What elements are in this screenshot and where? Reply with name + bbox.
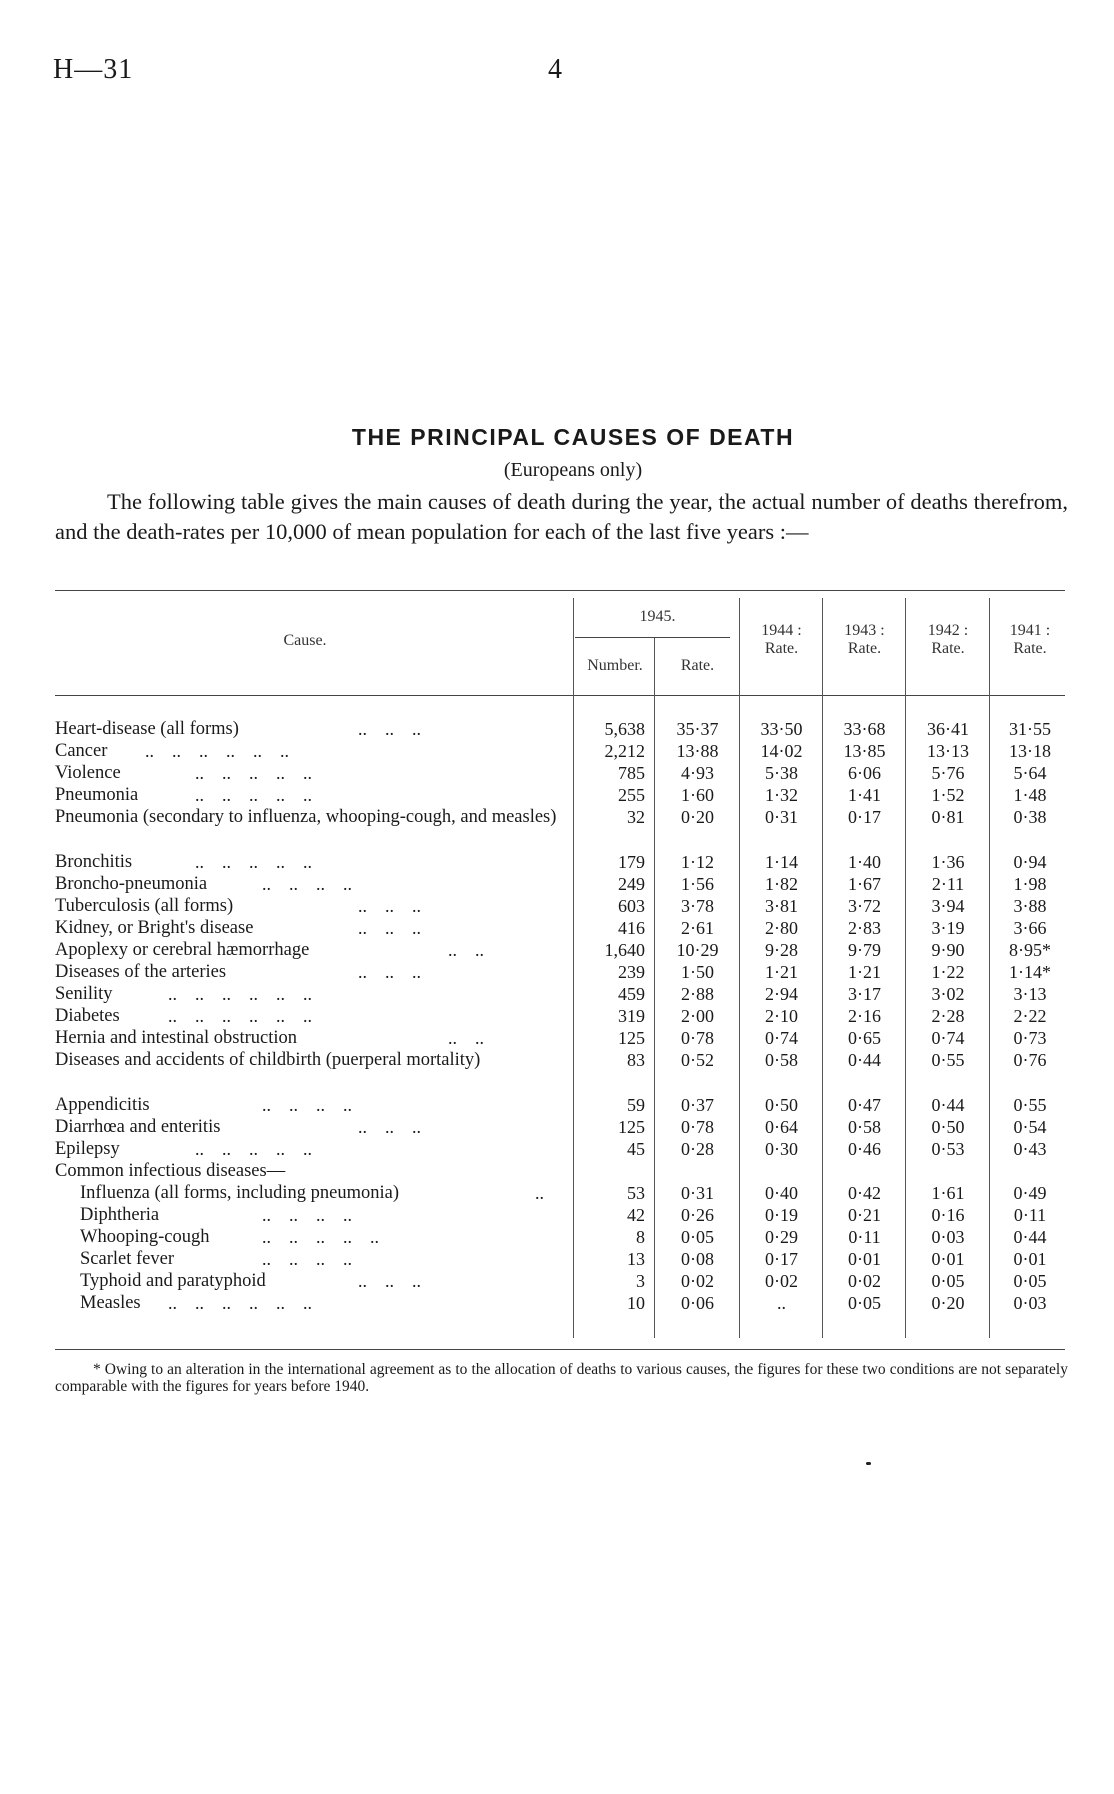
death-rate-cell: .. — [777, 1293, 786, 1313]
leader-dots: .. .. .. .. .. — [195, 1139, 312, 1159]
year-1941-label: 1941 : — [1009, 622, 1051, 639]
death-rate-cell: 0·53 — [931, 1139, 965, 1159]
death-rate-cell: 0·19 — [765, 1205, 798, 1225]
death-rate-cell: 0·03 — [931, 1227, 965, 1247]
death-rate-cell: 1·41 — [848, 785, 881, 805]
rate-label: Rate. — [847, 640, 882, 657]
death-rate-cell: 0·31 — [765, 807, 798, 827]
death-rate-cell: 0·37 — [681, 1095, 714, 1115]
death-rate-cell: 0·58 — [765, 1050, 798, 1070]
death-rate-cell: 0·58 — [848, 1117, 881, 1137]
leader-dots: .. .. .. — [358, 896, 421, 916]
leader-dots: .. .. .. — [358, 719, 421, 739]
deaths-number-cell: 416 — [618, 918, 645, 938]
leader-dots: .. .. .. — [358, 1271, 421, 1291]
deaths-number-cell: 255 — [618, 785, 645, 805]
death-rate-cell: 1·40 — [848, 852, 881, 872]
table-bottom-rule — [55, 1349, 1065, 1350]
death-rate-cell: 0·44 — [848, 1050, 881, 1070]
death-rate-cell: 0·17 — [765, 1249, 798, 1269]
page-subtitle: (Europeans only) — [503, 459, 643, 481]
rate-label: Rate. — [931, 640, 965, 657]
deaths-number-cell: 45 — [627, 1139, 645, 1159]
cause-label: Broncho-pneumonia — [55, 874, 208, 894]
death-rate-cell: 0·55 — [1013, 1095, 1047, 1115]
column-header-1941 — [990, 622, 1070, 658]
death-rate-cell: 9·79 — [848, 940, 881, 960]
cause-label: Diabetes — [55, 1006, 120, 1026]
page-header-code: H—31 — [53, 54, 134, 85]
leader-dots: .. .. .. .. .. .. — [168, 1293, 312, 1313]
death-rate-cell: 1·22 — [931, 962, 965, 982]
cause-label: Measles — [80, 1293, 141, 1313]
death-rate-cell: 0·74 — [765, 1028, 798, 1048]
death-rate-cell: 0·11 — [848, 1227, 881, 1247]
death-rate-cell: 0·73 — [1013, 1028, 1047, 1048]
death-rate-cell: 1·21 — [765, 962, 798, 982]
leader-dots: .. — [535, 1183, 544, 1203]
death-rate-cell: 0·78 — [681, 1117, 714, 1137]
death-rate-cell: 1·60 — [681, 785, 714, 805]
death-rate-cell: 0·08 — [681, 1249, 714, 1269]
death-rate-cell: 0·06 — [681, 1293, 714, 1313]
leader-dots: .. .. — [448, 940, 484, 960]
death-rate-cell: 1·14 — [765, 852, 798, 872]
death-rate-cell: 3·72 — [848, 896, 881, 916]
footnote: * Owing to an alteration in the international agreement as to the allocation of deaths to various causes, the figures for these two conditions are not separately comparable with the figures for years before 1940. — [55, 1361, 1068, 1395]
deaths-number-cell: 59 — [627, 1095, 645, 1115]
death-rate-cell: 2·00 — [681, 1006, 714, 1026]
death-rate-cell: 0·03 — [1013, 1293, 1047, 1313]
death-rate-cell: 1·32 — [765, 785, 798, 805]
death-rate-cell: 3·78 — [681, 896, 714, 916]
death-rate-cell: 1·48 — [1013, 785, 1047, 805]
death-rate-cell: 1·14* — [1009, 962, 1051, 982]
death-rate-cell: 2·10 — [765, 1006, 798, 1026]
deaths-number-cell: 13 — [627, 1249, 645, 1269]
death-rate-cell: 0·42 — [848, 1183, 881, 1203]
death-rate-cell: 0·20 — [931, 1293, 965, 1313]
death-rate-cell: 0·26 — [681, 1205, 714, 1225]
cause-label: Diseases of the arteries — [55, 962, 227, 982]
cause-label: Pneumonia — [55, 785, 139, 805]
cause-label: Kidney, or Bright's disease — [55, 918, 254, 938]
death-rate-cell: 9·28 — [765, 940, 798, 960]
death-rate-cell: 0·50 — [931, 1117, 965, 1137]
death-rate-cell: 3·13 — [1013, 984, 1047, 1004]
table-header-rule — [55, 695, 1065, 696]
death-rate-cell: 0·28 — [681, 1139, 714, 1159]
death-rate-cell: 0·55 — [931, 1050, 965, 1070]
deaths-number-cell: 8 — [636, 1227, 645, 1247]
death-rate-cell: 2·94 — [765, 984, 798, 1004]
deaths-number-cell: 53 — [627, 1183, 645, 1203]
cause-label: Scarlet fever — [80, 1249, 174, 1269]
column-header-cause: Cause. — [283, 632, 327, 649]
death-rate-cell: 2·11 — [931, 874, 965, 894]
death-rate-cell: 2·28 — [931, 1006, 965, 1026]
deaths-number-cell: 239 — [618, 962, 645, 982]
leader-dots: .. .. .. .. — [262, 1249, 352, 1269]
death-rate-cell: 36·41 — [927, 719, 969, 739]
death-rate-cell: 33·68 — [843, 719, 886, 739]
death-rate-cell: 1·98 — [1013, 874, 1047, 894]
death-rate-cell: 0·05 — [931, 1271, 965, 1291]
death-rate-cell: 2·22 — [1013, 1006, 1047, 1026]
cause-label: Violence — [55, 763, 121, 783]
cause-label: Senility — [55, 984, 113, 1004]
page-title: THE PRINCIPAL CAUSES OF DEATH — [351, 424, 795, 450]
cause-label: Diphtheria — [80, 1205, 160, 1225]
death-rate-cell: 14·02 — [760, 741, 803, 761]
death-rate-cell: 2·83 — [848, 918, 881, 938]
death-rate-cell: 9·90 — [931, 940, 965, 960]
death-rate-cell: 0·78 — [681, 1028, 714, 1048]
death-rate-cell: 0·54 — [1013, 1117, 1047, 1137]
cause-label: Diseases and accidents of childbirth (puerperal mortality) — [55, 1050, 481, 1070]
cause-label: Typhoid and paratyphoid — [80, 1271, 266, 1291]
deaths-number-cell: 32 — [627, 807, 645, 827]
death-rate-cell: 3·81 — [765, 896, 798, 916]
death-rate-cell: 0·44 — [1013, 1227, 1047, 1247]
intro-text: The following table gives the main causes of death during the year, the actual number of deaths therefrom, and the death-rates per 10,000 of mean population for each of the last five years :— — [55, 489, 1068, 544]
death-rate-cell: 13·13 — [927, 741, 969, 761]
death-rate-cell: 0·05 — [681, 1227, 714, 1247]
leader-dots: .. .. .. .. — [262, 1205, 352, 1225]
cause-label: Common infectious diseases— — [55, 1161, 286, 1181]
deaths-number-cell: 3 — [636, 1271, 645, 1291]
death-rate-cell: 33·50 — [760, 719, 803, 739]
column-header-1944 — [740, 622, 823, 658]
death-rate-cell: 0·20 — [681, 807, 714, 827]
cause-label: Bronchitis — [55, 852, 133, 872]
table-top-rule — [55, 590, 1065, 591]
death-rate-cell: 3·94 — [931, 896, 965, 916]
death-rate-cell: 1·61 — [931, 1183, 965, 1203]
death-rate-cell: 0·31 — [681, 1183, 714, 1203]
death-rate-cell: 0·11 — [1013, 1205, 1047, 1225]
intro-paragraph — [55, 487, 1068, 547]
death-rate-cell: 0·01 — [1013, 1249, 1047, 1269]
rate-label: Rate. — [1013, 640, 1047, 657]
leader-dots: .. .. .. .. .. — [195, 763, 312, 783]
leader-dots: .. .. .. .. — [262, 1095, 352, 1115]
death-rate-cell: 8·95* — [1009, 940, 1051, 960]
cause-label: Whooping-cough — [80, 1227, 210, 1247]
death-rate-cell: 0·16 — [931, 1205, 965, 1225]
death-rate-cell: 0·76 — [1013, 1050, 1047, 1070]
death-rate-cell: 1·52 — [931, 785, 965, 805]
cause-label: Influenza (all forms, including pneumonia) — [80, 1183, 400, 1203]
death-rate-cell: 6·06 — [848, 763, 881, 783]
death-rate-cell: 2·61 — [681, 918, 714, 938]
leader-dots: .. .. .. .. .. .. — [168, 984, 312, 1004]
death-rate-cell: 0·01 — [931, 1249, 965, 1269]
deaths-number-cell: 249 — [618, 874, 645, 894]
death-rate-cell: 31·55 — [1009, 719, 1051, 739]
cause-label: Apoplexy or cerebral hæmorrhage — [55, 940, 310, 960]
death-rate-cell: 0·64 — [765, 1117, 798, 1137]
death-rate-cell: 10·29 — [676, 940, 719, 960]
death-rate-cell: 0·43 — [1013, 1139, 1047, 1159]
table-column-divider — [573, 598, 574, 1338]
death-rate-cell: 2·88 — [681, 984, 714, 1004]
cause-label: Hernia and intestinal obstruction — [55, 1028, 297, 1048]
death-rate-cell: 2·80 — [765, 918, 798, 938]
year-1943-label: 1943 : — [844, 622, 885, 639]
column-header-1945: 1945. — [639, 608, 676, 625]
death-rate-cell: 0·50 — [765, 1095, 798, 1115]
death-rate-cell: 0·02 — [848, 1271, 881, 1291]
death-rate-cell: 1·67 — [848, 874, 881, 894]
death-rate-cell: 13·85 — [843, 741, 886, 761]
death-rate-cell: 2·16 — [848, 1006, 881, 1026]
column-header-rate: Rate. — [680, 657, 715, 674]
death-rate-cell: 1·50 — [681, 962, 714, 982]
death-rate-cell: 0·29 — [765, 1227, 798, 1247]
death-rate-cell: 3·66 — [1013, 918, 1047, 938]
deaths-number-cell: 83 — [627, 1050, 645, 1070]
ink-speck — [866, 1462, 871, 1465]
death-rate-cell: 5·64 — [1013, 763, 1047, 783]
cause-label: Pneumonia (secondary to influenza, whooping-cough, and measles) — [55, 807, 557, 827]
death-rate-cell: 0·74 — [931, 1028, 965, 1048]
death-rate-cell: 0·05 — [1013, 1271, 1047, 1291]
leader-dots: .. .. .. .. .. — [195, 785, 312, 805]
rate-label: Rate. — [764, 640, 799, 657]
cause-label: Epilepsy — [55, 1139, 120, 1159]
death-rate-cell: 4·93 — [681, 763, 714, 783]
death-rate-cell: 13·18 — [1009, 741, 1051, 761]
death-rate-cell: 1·82 — [765, 874, 798, 894]
column-header-1942 — [906, 622, 990, 658]
cause-label: Appendicitis — [55, 1095, 150, 1115]
deaths-number-cell: 2,212 — [604, 741, 645, 761]
cause-label: Heart-disease (all forms) — [55, 719, 239, 739]
deaths-number-cell: 459 — [618, 984, 645, 1004]
death-rate-cell: 0·02 — [765, 1271, 798, 1291]
deaths-number-cell: 125 — [618, 1028, 645, 1048]
death-rate-cell: 5·38 — [765, 763, 798, 783]
death-rate-cell: 0·46 — [848, 1139, 881, 1159]
leader-dots: .. .. .. .. — [262, 874, 352, 894]
death-rate-cell: 3·88 — [1013, 896, 1047, 916]
deaths-number-cell: 603 — [618, 896, 645, 916]
death-rate-cell: 0·01 — [848, 1249, 881, 1269]
leader-dots: .. .. .. — [358, 918, 421, 938]
column-header-number: Number. — [587, 657, 643, 674]
death-rate-cell: 0·65 — [848, 1028, 881, 1048]
death-rate-cell: 0·81 — [931, 807, 965, 827]
death-rate-cell: 13·88 — [676, 741, 719, 761]
year-1945-rule — [575, 637, 730, 638]
leader-dots: .. .. — [448, 1028, 484, 1048]
cause-label: Diarrhœa and enteritis — [55, 1117, 221, 1137]
death-rate-cell: 0·38 — [1013, 807, 1047, 827]
column-header-1943 — [823, 622, 906, 658]
death-rate-cell: 0·21 — [848, 1205, 881, 1225]
leader-dots: .. .. .. .. .. .. — [145, 741, 289, 761]
year-1942-label: 1942 : — [927, 622, 969, 639]
death-rate-cell: 0·49 — [1013, 1183, 1047, 1203]
leader-dots: .. .. .. .. .. — [262, 1227, 379, 1247]
death-rate-cell: 5·76 — [931, 763, 965, 783]
deaths-number-cell: 785 — [618, 763, 645, 783]
death-rate-cell: 0·47 — [848, 1095, 881, 1115]
death-rate-cell: 0·30 — [765, 1139, 798, 1159]
deaths-number-cell: 5,638 — [604, 719, 645, 739]
death-rate-cell: 3·19 — [931, 918, 965, 938]
page-number: 4 — [548, 54, 562, 85]
leader-dots: .. .. .. — [358, 1117, 421, 1137]
leader-dots: .. .. .. — [358, 962, 421, 982]
leader-dots: .. .. .. .. .. — [195, 852, 312, 872]
death-rate-cell: 1·36 — [931, 852, 965, 872]
death-rate-cell: 0·52 — [681, 1050, 714, 1070]
death-rate-cell: 0·40 — [765, 1183, 798, 1203]
leader-dots: .. .. .. .. .. .. — [168, 1006, 312, 1026]
deaths-number-cell: 319 — [618, 1006, 645, 1026]
deaths-number-cell: 125 — [618, 1117, 645, 1137]
death-rate-cell: 1·12 — [681, 852, 714, 872]
deaths-number-cell: 10 — [627, 1293, 645, 1313]
deaths-number-cell: 1,640 — [604, 940, 645, 960]
deaths-number-cell: 42 — [627, 1205, 645, 1225]
death-rate-cell: 0·44 — [931, 1095, 965, 1115]
death-rate-cell: 3·02 — [931, 984, 965, 1004]
death-rate-cell: 0·94 — [1013, 852, 1047, 872]
cause-label: Tuberculosis (all forms) — [55, 896, 234, 916]
death-rate-cell: 0·05 — [848, 1293, 881, 1313]
year-1944-label: 1944 : — [761, 622, 802, 639]
death-rate-cell: 0·02 — [681, 1271, 714, 1291]
cause-label: Cancer — [55, 741, 108, 761]
death-rate-cell: 35·37 — [676, 719, 719, 739]
death-rate-cell: 3·17 — [848, 984, 881, 1004]
deaths-number-cell: 179 — [618, 852, 645, 872]
death-rate-cell: 1·21 — [848, 962, 881, 982]
death-rate-cell: 0·17 — [848, 807, 881, 827]
death-rate-cell: 1·56 — [681, 874, 714, 894]
